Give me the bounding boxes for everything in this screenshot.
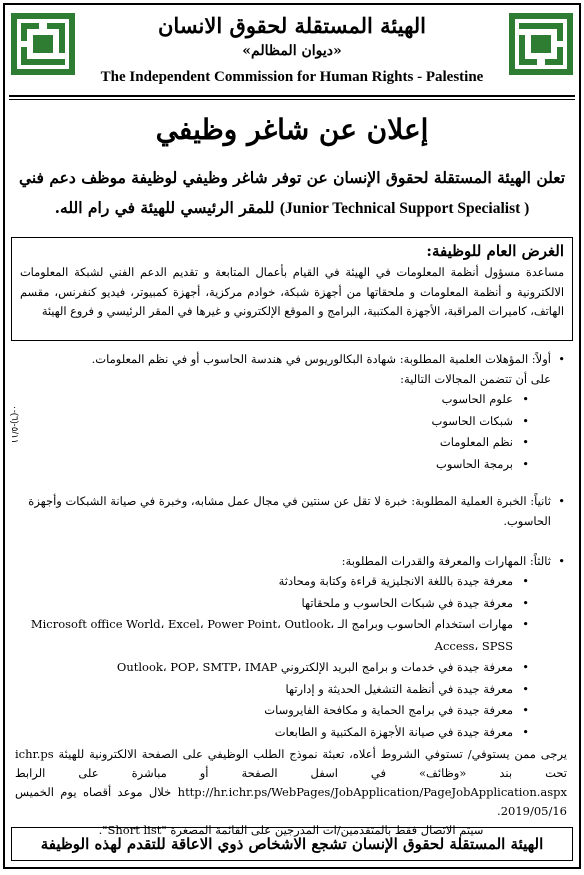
application-instructions	[15, 745, 567, 840]
list-item: • شبكات الحاسوب	[25, 411, 535, 433]
qualifications-section	[25, 349, 565, 475]
kufic-logo-icon	[509, 13, 573, 75]
intro-line: تعلن الهيئة المستقلة لحقوق الإنسان عن توفر شاغر وظيفي لوظيفة موظف دعم فني	[18, 168, 566, 187]
position-title-english: ( Junior Technical Support Specialist)	[279, 200, 530, 217]
list-item: • معرفة جيدة في صيانة الأجهزة المكتبية و الطابعات	[25, 722, 535, 744]
announcement-page	[3, 3, 581, 869]
intro-paragraph	[15, 163, 569, 224]
apply-text: يرجى ممن يستوفي/ تستوفي الشروط أعلاه، تعبئة نموذج الطلب الوظيفي على الصفحة الالكترونية للهيئة ichr.ps تحت بند «وظائف» في اسفل الصفحة أو مباشرة على الرابط http://hr.ichr.ps/WebPages/JobApplication/PageJobApplication.aspx خلال موعد أقصاه يوم الخميس 2019/05/16.	[15, 747, 567, 818]
skills-line: • ثالثاً: المهارات والمعرفة والقدرات المطلوبة:	[25, 551, 565, 571]
list-item: • مهارات استخدام الحاسوب وبرامج الـ Microsoft office World، Excel، Power Point، Outlook، Access، SPSS	[25, 614, 535, 657]
qualifications-line: • أولاً: المؤهلات العلمية المطلوبة: شهادة البكالوريوس في هندسة الحاسوب أو في نظم المعلومات.	[25, 349, 565, 369]
list-item: • معرفة جيدة في برامج الحماية و مكافحة الفايروسات	[25, 700, 535, 722]
side-reference-note: ٥/١١-(٦)-٠	[10, 405, 20, 444]
list-item: • نظم المعلومات	[25, 432, 535, 454]
org-name-arabic: الهيئة المستقلة لحقوق الانسان	[158, 13, 426, 38]
list-item: • علوم الحاسوب	[25, 389, 535, 411]
org-name-english: The Independent Commission for Human Rights - Palestine	[100, 69, 484, 85]
intro-line-rest: للمقر الرئيسي للهيئة في رام الله.	[54, 198, 275, 217]
purpose-box	[11, 237, 573, 341]
list-item: • برمجة الحاسوب	[25, 454, 535, 476]
page-title: إعلان عن شاغر وظيفي	[155, 113, 429, 146]
list-item: • معرفة جيدة باللغة الانجليزية قراءة وكتابة ومحادثة	[25, 571, 535, 593]
header	[5, 5, 579, 97]
org-subtitle-arabic: «ديوان المظالم»	[242, 43, 342, 59]
qualifications-subhead: على أن تتضمن المجالات التالية:	[400, 372, 551, 386]
qualifications-list	[25, 389, 565, 475]
list-item: • معرفة جيدة في خدمات و برامج البريد الإلكتروني Outlook، POP، SMTP، IMAP	[25, 657, 535, 679]
intro-line	[15, 193, 569, 224]
kufic-logo-icon	[11, 13, 75, 75]
header-divider	[9, 95, 575, 97]
skills-list	[25, 571, 565, 743]
list-item: • معرفة جيدة في أنظمة التشغيل الحديثة و إدارتها	[25, 679, 535, 701]
footer-banner: الهيئة المستقلة لحقوق الإنسان تشجع الاشخاص ذوي الاعاقة للتقدم لهذه الوظيفة	[11, 827, 573, 861]
skills-section	[25, 551, 565, 743]
list-item: • معرفة جيدة في شبكات الحاسوب و ملحقاتها	[25, 593, 535, 615]
shortlist-note: سيتم الاتصال فقط بالمتقدمين/ات المدرجين على القائمة المصغرة "Short list".	[98, 823, 484, 837]
purpose-text: مساعدة مسؤول أنظمة المعلومات في الهيئة في القيام بأعمال المتابعة و تقديم الدعم الفني لشبكة المعلومات الالكترونية و أنظمة المعلومات و ملحقاتها من أجهزة شبكة، خوادم مركزية، أجهزة كمبيوتر، فيديو كنفرنس، مقسم الهاتف، كاميرات المراقبة، الأجهزة المكتبية، البرامج و الموقع الإلكتروني و غيرها في المقر الرئيسي و فروع الهيئة	[20, 266, 564, 318]
header-divider	[9, 99, 575, 100]
experience-line: • ثانياً: الخبرة العملية المطلوبة: خبرة لا تقل عن سنتين في مجال عمل مشابه، وخبرة في صيانة الشبكات وأجهزة الحاسوب.	[25, 491, 565, 531]
experience-section	[25, 491, 565, 531]
purpose-heading: الغرض العام للوظيفة:	[426, 242, 564, 260]
